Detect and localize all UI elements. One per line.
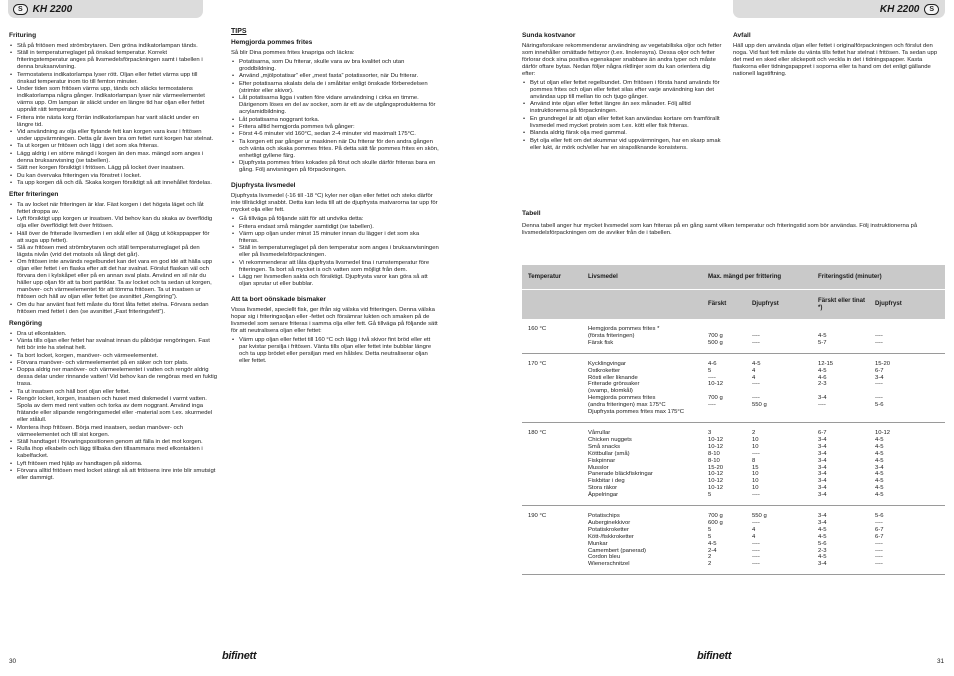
paragraph: Djupfrysta livsmedel (-16 till -18 °C) kyler ner oljan eller fettet och steks därför inte tillräckligt snabbt. Detta kan leda till att de djupfrysta matvarorna tar upp för mycket olja eller fett. <box>231 193 438 214</box>
list-item: • Blanda aldrig färsk olja med gammal. <box>522 130 722 137</box>
list-item: • Låt potatisarna noggrant torka. <box>231 117 439 124</box>
brand-logo: bifinett <box>697 650 732 662</box>
paragraph: Så blir Dina pommes frites knapriga och läckra: <box>231 50 355 56</box>
list-item: • Ta bort locket, korgen, manöver- och värmeelementet. <box>9 353 217 360</box>
brand-logo: bifinett <box>222 650 257 662</box>
list-item: • Ta av locket när friteringen är klar. Fäst korgen i det högsta läget och låt fettet droppa av. <box>9 202 217 216</box>
list-item: • Rengör locket, korgen, insatsen och huset med diskmedel i varmt vatten. Spola av dem med rent vatten och torka av dem noggrant. Använd inga frätande eller slipande rengöringsmedel eller -material som t.ex. skurmedel eller stålull. <box>9 396 217 424</box>
list-item: • Doppa aldrig ner manöver- och värmeelementet i vatten och rengör aldrig dessa delar under rinnande vatten! Vid behov kan de rengöras med en fuktig trasa. <box>9 367 217 388</box>
model-name: KH 2200 <box>879 3 920 15</box>
list-item: • Fritera alltid hemgjorda pommes två gånger: <box>231 124 439 131</box>
cell-temperature: 190 °C <box>528 513 547 520</box>
cell-temperature: 160 °C <box>528 326 547 332</box>
page-number: 30 <box>9 658 17 665</box>
cell-frozen-time: 10-12 4-5 4-5 4-5 4-5 3-4 4-5 4-5 4-5 4-5 <box>875 429 891 499</box>
list-item: • Förvara manöver- och värmeelementet på en säker och torr plats. <box>9 360 217 367</box>
list-item: • Vi rekommenderar att låta djupfrysta livsmedel tina i rumstemperatur före friteringen. Ta bort så mycket is och vatten som möjligt från dem. <box>231 260 439 274</box>
table-row <box>522 423 945 506</box>
list-item: • Vid användning av olja eller flytande fett kan korgen vara kvar i fritösen under uppvärmningen. Detta går även bra om fettet runt korgen har stelnat. <box>9 129 217 143</box>
list-item: • Använd inte oljan eller fettet längre än sex månader. Följ alltid instruktionerna på förpackningen. <box>522 101 722 115</box>
cell-fresh-amount: 700 g 500 g <box>708 332 723 346</box>
language-badge: S <box>924 4 939 15</box>
table-row <box>522 354 945 423</box>
list-item: • Dra ut elkontakten. <box>9 331 217 338</box>
column-left-page-2 <box>231 28 439 368</box>
section-title-sunda: Sunda kostvanor <box>522 32 576 39</box>
cell-fresh-amount: 700 g 600 g 5 5 4-5 2-4 2 2 <box>708 513 723 568</box>
header-cell-food: Livsmedel <box>588 272 618 280</box>
list-item: • Om fritösen inte används regelbundet kan det vara en god idé att hälla upp oljan eller fettet i en flaska efter att det har svalnat. Förslut flaskan väl och förvara den i kylskåpet eller på en annan sval plats. Använd en sil när du häller upp oljan för att ta bort partiklar. Ta av locket och ta sedan ut korgen, manöver- och värmeelementet för att tömma fritösen. Ta ut insatsen ur fritösen och häll av oljan eller fettet (se avsnittet „Rengöring”). <box>9 259 217 301</box>
cell-frozen-amount: 4-5 4 4 ---- ---- 550 g <box>752 360 767 409</box>
model-name: KH 2200 <box>32 3 73 15</box>
paragraph: Näringsforskare rekommenderar användning av vegetabiliska oljor och fetter som innehåller omättade fettsyror (t.ex. linolensyra). Dessa oljor och fetter förlorar dock sina positiva egenskaper snabbare än andra typer och måste därför oftare bytas. Nedan följer några riktlinjer som du kan orientera dig efter: <box>522 43 722 77</box>
cell-fresh-time: 3-4 3-4 4-5 4-5 5-6 2-3 4-5 3-4 <box>818 513 827 568</box>
list-item: • Värm upp oljan under minst 15 minuter innan du lägger i det som ska friteras. <box>231 231 439 245</box>
table-header-row <box>522 265 945 289</box>
column-right-page-2 <box>733 28 945 80</box>
page-number: 31 <box>937 658 945 665</box>
list-item: • Slå av fritösen med strömbrytaren och ställ temperaturreglaget på den lägsta nivån (vrid det motsols så långt det går). <box>9 245 217 259</box>
paragraph: Denna tabell anger hur mycket livsmedel som kan friteras på en gång samt vilken temperatur och friteringstid som bör användas. Följ instruktionerna på livsmedelsförpackningen om de avviker från de i tabellen. <box>522 223 918 236</box>
list-item: • Ställ in temperaturreglaget på den temperatur som anges i bruksanvisningen eller på livsmedelsförpackningen. <box>231 245 439 259</box>
efter-list <box>9 202 217 316</box>
list-item: • Lägg ner livsmedlen sakta och försiktigt. Djupfrysta varor kan göra så att oljan sprutar ut eller bubblar. <box>231 274 439 288</box>
section-title-rengoring: Rengöring <box>9 319 42 327</box>
header-cell-fresh-thawed: Färskt eller tinat *) <box>818 296 866 311</box>
list-item: • Stå på fritösen med strömbrytaren. Den gröna indikatorlampan tänds. <box>9 43 217 50</box>
list-item: • Lyft försiktigt upp korgen ur insatsen. Vid behov kan du skaka av överflödig olja eller överflödigt fett över fritösen. <box>9 216 217 230</box>
list-item: • Byt olja eller fett om det skummar vid uppvärmningen, har en skarp smak eller lukt, är mörk och/eller har en sirapsliknande konsistens. <box>522 138 722 152</box>
list-item: • Efter potatisarna skalats dela de i småbitar enligt önskade förberedelsen (strimlor eller skivor). <box>231 81 439 95</box>
list-item: • Fritera endast små mängder samtidigt (se tabellen). <box>231 224 439 231</box>
paragraph: Häll upp den använda oljan eller fettet i originalförpackningen och förslut den noga. Vid fast fett måste du vänta tills fettet har stelnat i fritösen. Ta sedan upp det med en sked eller slickepott och veckla in det i tidningspapper. Kasta flaskorna eller tidningspappret i soporna eller ta hand om det enligt gällande nationell lagstiftning. <box>733 43 938 77</box>
section-title-tabell: Tabell <box>522 210 541 217</box>
list-item: • Ta ut korgen ur fritösen och lägg i det som ska friteras. <box>9 143 217 150</box>
cell-fresh-amount: 4-6 5 ---- 10-12 700 g ---- <box>708 360 724 409</box>
column-left-page-1 <box>9 28 217 485</box>
list-item: • Ta ut insatsen och häll bort oljan eller fettet. <box>9 389 217 396</box>
section-title-bismaker: Att ta bort oönskade bismaker <box>231 296 326 304</box>
tips-heading: TIPS <box>231 28 247 35</box>
list-item: • Byt ut oljan eller fettet regelbundet. Om fritösen i första hand används för pommes frites och oljan eller fettet silas efter varje användning kan det användas upp till mellan tio och tjugo gånger. <box>522 80 722 101</box>
frying-table <box>522 265 945 575</box>
list-item: • Du kan övervaka friteringen via fönstret i locket. <box>9 173 217 180</box>
cell-fresh-time: 4-5 5-7 <box>818 332 827 346</box>
cell-frozen-amount: ---- ---- <box>752 332 760 346</box>
list-item: • Gå tillväga på följande sätt för att undvika detta: <box>231 216 439 223</box>
cell-frozen-time: ---- ---- <box>875 332 883 346</box>
list-item: • Fritera inte nästa korg förrän indikatorlampan har varit släckt under en längre tid. <box>9 115 217 129</box>
cell-food: Potatischips Auberginekkivor Potatiskroketter Kött-/fiskkroketter Munkar Camembert (panerad) Cordon bleu Wienerschnitzel <box>588 513 646 568</box>
list-item: • Ta korgen ett par gånger ur maskinen när Du friterar för den andra gången och vänta och skaka pommes frites. På detta sätt får pommes frites en skön, enhetligt gyllene färg. <box>231 139 439 160</box>
rengoring-list <box>9 331 217 482</box>
list-item: • Ta upp korgen då och då. Skaka korgen försiktigt så att innehållet fördelas. <box>9 180 217 187</box>
column-right-page-1 <box>522 28 722 155</box>
language-badge: S <box>13 4 28 15</box>
cell-food: Hemgjorda pommes frites * (första friteringen) Färsk fisk <box>588 326 660 346</box>
list-item: • Använd „mjölpotatisar” eller „mest fasta” potatissorter, när Du friterar. <box>231 73 439 80</box>
cell-food: Kycklingvingar Ostkroketter Rösti eller liknande Friterade grönsaker (svamp, blomkål) Hemgjorda pommes frites (andra friteringen) max 175°C Djupfrysta pommes frites max 175°C <box>588 360 684 416</box>
page-header-left <box>8 0 203 18</box>
cell-frozen-amount: 550 g ---- 4 4 ---- ---- ---- ---- <box>752 513 767 568</box>
cell-fresh-amount: 3 10-12 10-12 8-10 8-10 15-20 10-12 10-12 10-12 5 <box>708 429 724 499</box>
list-item: • Ställ in temperaturreglaget på önskad temperatur. Korrekt friteringstemperatur anges på livsmedelsförpackningen samt i tabellen i denna bruksanvisning. <box>9 50 217 71</box>
header-cell-max-amount: Max. mängd per frittering <box>708 272 782 280</box>
list-item: • Lägg aldrig i en större mängd i korgen än den max. mängd som anges i denna bruksanvisning (se tabellen). <box>9 151 217 165</box>
bismaker-list <box>231 337 439 365</box>
cell-food: Vårrullar Chicken nuggets Små snacks Köttbullar (små) Fiskpinnar Musslor Panerade bläckfiskringar Fiskbitar i deg Stora räkor Äppelringar <box>588 429 653 499</box>
cell-frozen-time: 5-6 ---- 6-7 6-7 ---- ---- ---- ---- <box>875 513 884 568</box>
cell-temperature: 170 °C <box>528 360 547 367</box>
header-cell-frozen-time: Djupfryst <box>875 300 902 308</box>
cell-temperature: 180 °C <box>528 429 547 436</box>
section-title-hemgjorda: Hemgjorda pommes frites <box>231 39 313 46</box>
header-cell-frying-time: Friteringstid (minuter) <box>818 272 882 280</box>
table-row <box>522 319 945 354</box>
cell-frozen-amount: 2 10 10 ---- 8 15 10 10 10 ---- <box>752 429 760 499</box>
djupfrysta-list <box>231 216 439 288</box>
list-item: • Termostatens indikatorlampa lyser rött. Oljan eller fettet värms upp till önskad temperatur inom tio till femton minuter. <box>9 72 217 86</box>
cell-frozen-time: 15-20 6-7 3-4 ---- ---- 5-6 <box>875 360 891 409</box>
tabell-intro <box>522 206 945 239</box>
sunda-list <box>522 80 722 152</box>
list-item: • Djupfrysta pommes frites kokades på förut och skulle därför friteras bara en gång. Följ anvisningen på förpackningen. <box>231 160 439 174</box>
section-title-djupfrysta: Djupfrysta livsmedel <box>231 182 296 190</box>
list-item: • Om du har använt fast fett måste du först låta fettet stelna. Förvara sedan fritösen med fettet i den (se avsnittet „Fast friteringsfett”). <box>9 302 217 316</box>
list-item: • Förvara alltid fritösen med locket stängt så att fritösens inre inte blir smutsigt eller dammigt. <box>9 468 217 482</box>
list-item: • Montera ihop fritösen. Börja med insatsen, sedan manöver- och värmeelementet och till sist korgen. <box>9 425 217 439</box>
section-title-frituring: Frituring <box>9 32 37 39</box>
list-item: • En grundregel är att oljan eller fettet kan användas kortare om framförallt livsmedel med mycket protein som t.ex. kött eller fisk friteras. <box>522 116 722 130</box>
section-title-efter: Efter friteringen <box>9 190 59 198</box>
hemgjorda-list <box>231 59 439 174</box>
cell-fresh-time: 6-7 3-4 3-4 3-4 3-4 3-4 3-4 3-4 3-4 3-4 <box>818 429 827 499</box>
list-item: • Sätt ner korgen försiktigt i fritösen. Lägg på locket över insatsen. <box>9 165 217 172</box>
table-subheader-row <box>522 289 945 319</box>
list-item: • Häll över de friterade livsmedlen i en skål eller sil (lägg ut köksppapper för att suga upp fettet). <box>9 231 217 245</box>
list-item: • Låt potatisarna ligga i vatten före vidare användning i cirka en timme. Därigenom löses en del av socker, som är ett av de utgångsprodukterna för acrylamidbildning. <box>231 95 439 116</box>
cell-fresh-time: 12-15 4-5 4-6 2-3 3-4 ---- <box>818 360 834 409</box>
header-cell-frozen: Djupfryst <box>752 300 779 308</box>
list-item: • Ställ handtaget i förvaringspositionen genom att fälla in det mot korgen. <box>9 439 217 446</box>
paragraph: Vissa livsmedel, speciellt fisk, ger ifrån sig välska vid friteringen. Denna välska hopar sig i friteringsoljan eller -fettet och försämrar lukten och smaken på de livsmedel som senare friteras i samma olja eller fett. Gå tillväga på följande sätt för att neutralisera oljan eller fettet: <box>231 307 438 335</box>
header-cell-temperature: Temperatur <box>528 272 562 280</box>
section-title-avfall: Avfall <box>733 32 751 39</box>
list-item: • Potatisarna, som Du friterar, skulle vara av bra kvalitet och utan groddbildning. <box>231 59 439 73</box>
list-item: • Vänta tills oljan eller fettet har svalnat innan du påbörjar rengöringen. Fast fett bör inte ha stelnat helt. <box>9 338 217 352</box>
list-item: • Rulla ihop elkabeln och lägg tillbaka den tillsammans med elkontakten i kabelfacket. <box>9 446 217 460</box>
list-item: • Först 4-6 minuter vid 160°C, sedan 2-4 minuter vid maximalt 175°C. <box>231 131 439 138</box>
header-cell-fresh: Färskt <box>708 300 727 308</box>
list-item: • Lyft fritösen med hjälp av handtagen på sidorna. <box>9 461 217 468</box>
table-row <box>522 506 945 575</box>
list-item: • Värm upp oljan eller fettet till 160 °C och lägg i två skivor fint bröd eller ett par kvistar persilja i fritösen. Vänta tills oljan eller fettet inte bubblar längre och ta upp brödet eller persiljan med en hålslev. Detta neutraliserar oljan eller fettet. <box>231 337 439 365</box>
frituring-list <box>9 43 217 187</box>
page-header-right <box>733 0 945 18</box>
list-item: • Under tiden som fritösen värms upp, tänds och släcks termostatens indikatorlampa några gånger. Indikatorlampan lyser när värmeelementet värms upp. Om lampan är släckt under en längre tid har oljan eller fettet uppnått rätt temperatur. <box>9 86 217 114</box>
